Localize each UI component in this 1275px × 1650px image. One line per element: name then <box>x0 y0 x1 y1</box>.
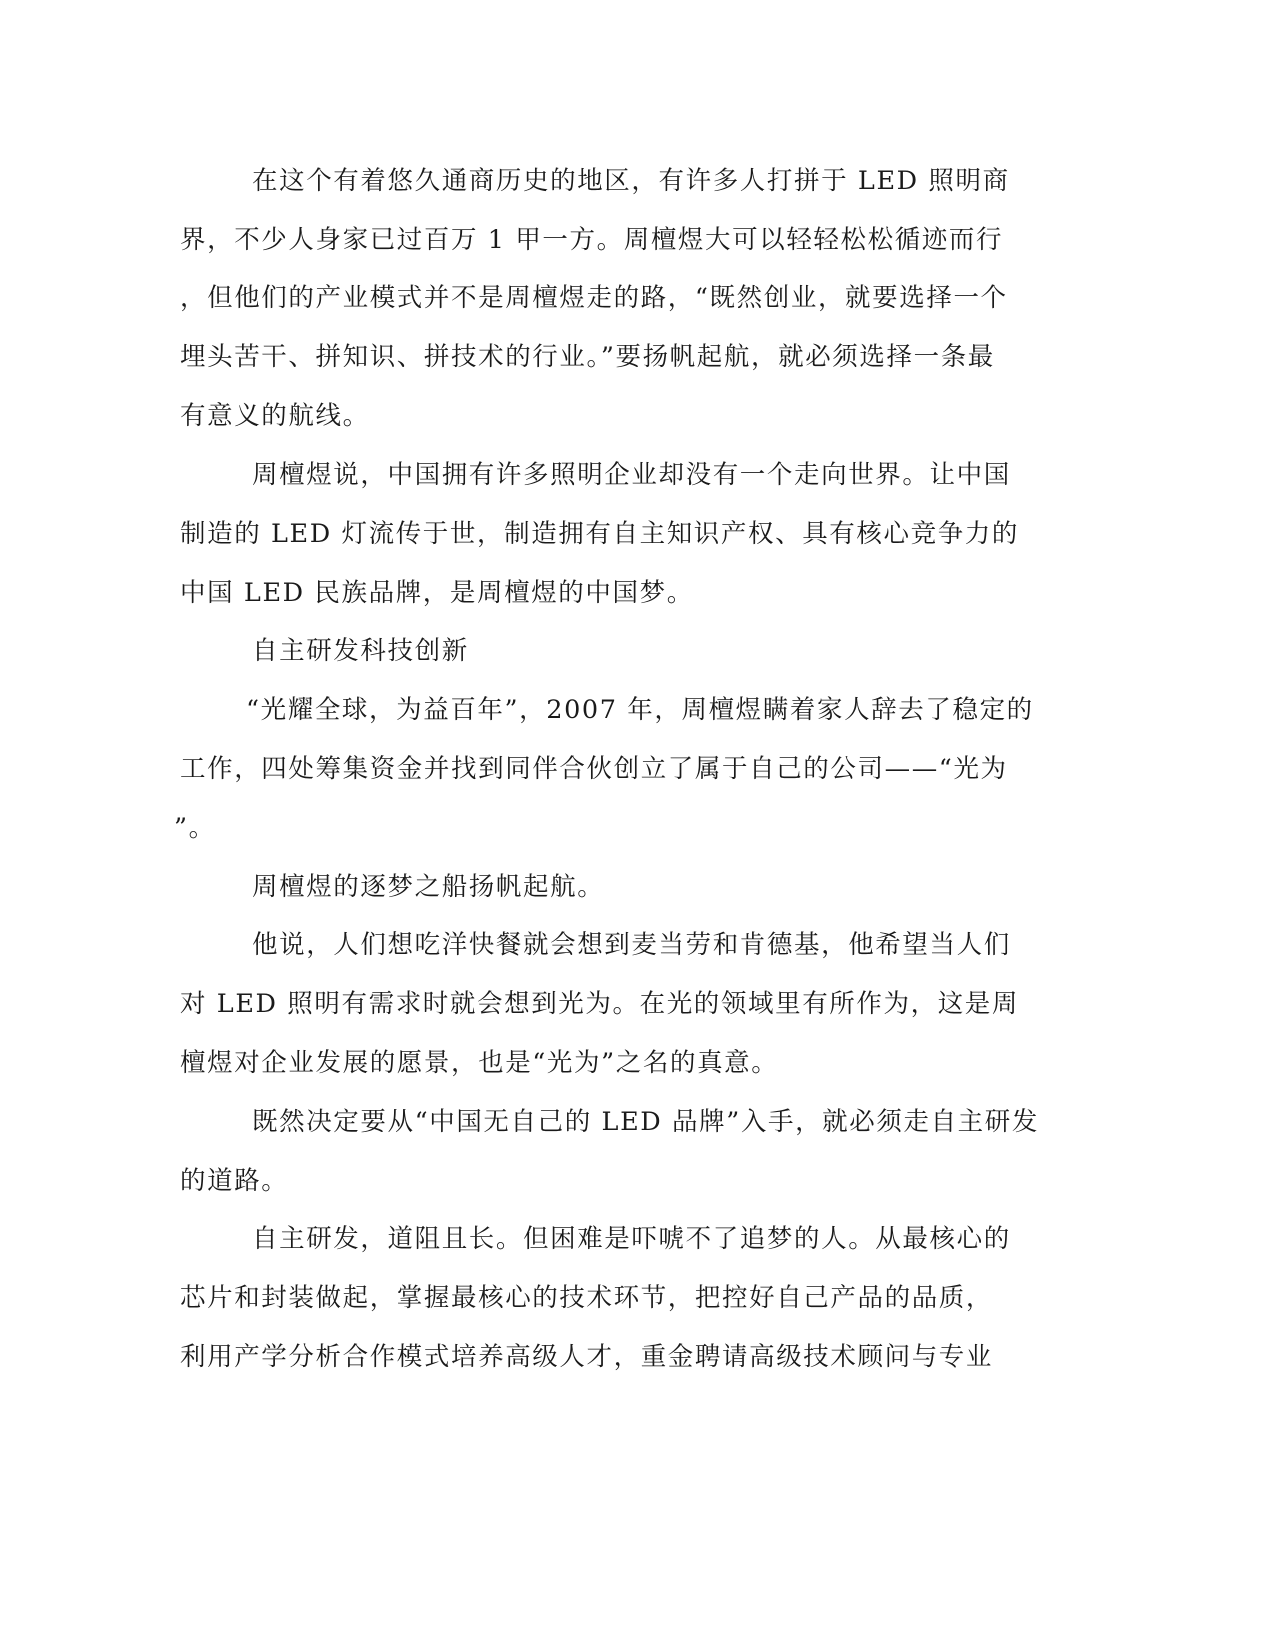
text-line: 中国 LED 民族品牌，是周檀煜的中国梦。 <box>180 578 694 608</box>
section-heading: 自主研发科技创新 <box>252 636 469 666</box>
text-line: 在这个有着悠久通商历史的地区，有许多人打拼于 LED 照明商 <box>252 166 1010 196</box>
text-line: ，但他们的产业模式并不是周檀煜走的路，“既然创业，就要选择一个 <box>180 283 1008 313</box>
text-line: 利用产学分析合作模式培养高级人才，重金聘请高级技术顾问与专业 <box>180 1342 994 1372</box>
text-line: 的道路。 <box>180 1166 289 1196</box>
text-line: 界，不少人身家已过百万 1 甲一方。周檀煜大可以轻轻松松循迹而行 <box>180 225 1004 255</box>
text-line: “光耀全球，为益百年”，2007 年，周檀煜瞒着家人辞去了稳定的 <box>246 695 1034 725</box>
text-line: 他说，人们想吃洋快餐就会想到麦当劳和肯德基，他希望当人们 <box>252 930 1011 960</box>
text-line: 周檀煜的逐梦之船扬帆起航。 <box>252 872 605 902</box>
text-line: 自主研发，道阻且长。但困难是吓唬不了追梦的人。从最核心的 <box>252 1224 1011 1254</box>
text-line: ”。 <box>174 813 216 843</box>
text-line: 有意义的航线。 <box>180 401 370 431</box>
text-line: 既然决定要从“中国无自己的 LED 品牌”入手，就必须走自主研发 <box>252 1107 1039 1137</box>
text-line: 檀煜对企业发展的愿景，也是“光为”之名的真意。 <box>180 1048 779 1078</box>
text-line: 工作，四处筹集资金并找到同伴合伙创立了属于自己的公司——“光为 <box>180 754 1008 784</box>
text-line: 制造的 LED 灯流传于世，制造拥有自主知识产权、具有核心竞争力的 <box>180 519 1020 549</box>
text-line: 埋头苦干、拼知识、拼技术的行业。”要扬帆起航，就必须选择一条最 <box>180 342 995 372</box>
text-line: 对 LED 照明有需求时就会想到光为。在光的领域里有所作为，这是周 <box>180 989 1020 1019</box>
text-line: 周檀煜说，中国拥有许多照明企业却没有一个走向世界。让中国 <box>252 460 1011 490</box>
text-line: 芯片和封装做起，掌握最核心的技术环节，把控好自己产品的品质， <box>180 1283 994 1313</box>
